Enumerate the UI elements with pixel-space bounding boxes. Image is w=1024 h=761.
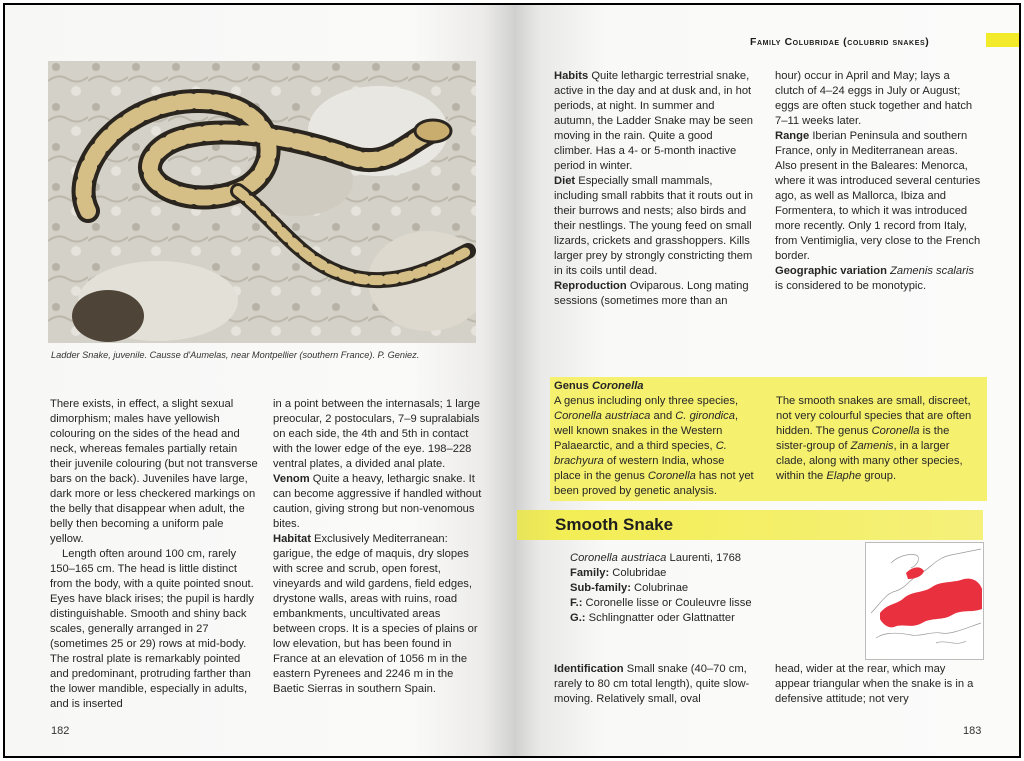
genus-column-1 <box>554 379 754 499</box>
right-column-1 <box>554 69 754 309</box>
species-names-block <box>570 551 752 626</box>
left-column-2 <box>273 397 483 697</box>
geo-text: is considered to be monotypic. <box>775 280 927 292</box>
german-label: G.: <box>570 612 586 624</box>
venom-paragraph <box>273 472 483 532</box>
german-name: Schlingnatter oder Glattnatter <box>588 612 735 624</box>
identification-text: Small snake (40–70 cm, rarely to 80 cm total length), quite slow-moving. Relatively small, oval <box>554 663 750 705</box>
habits-label: Habits <box>554 70 589 82</box>
distribution-map <box>865 542 984 660</box>
habits-text: Quite lethargic terrestrial snake, active in the day and at dusk and, in hot periods, at night. In summer and autumn, the Ladder Snake may be seen moving in the rain. Quite a good climber. Has a 4- or 5-month inactive period in winter. <box>554 70 754 172</box>
length-paragraph: Length often around 100 cm, rarely 150–165 cm. The head is little distinct from the body, with a quite pointed snout. Eyes have black irises; the pupil is hardly distinguishable. Smooth and shiny back scales, generally arranged in 27 (sometimes 25 or 29) rows at mid-body. The rostral plate is remarkably pointed and predominant, protruding farther than the lower mandible, especially in adults, and is inserted <box>50 548 254 710</box>
genus-species-2: C. girondica <box>675 410 735 422</box>
family-label: Family: <box>570 567 610 579</box>
german-name-line <box>570 611 752 626</box>
genus-r-genus-3: Elaphe <box>826 470 862 482</box>
identification-column-1 <box>554 662 759 707</box>
french-name: Coronelle lisse or Couleuvre lisse <box>585 597 752 609</box>
identification-label: Identification <box>554 663 624 675</box>
diet-label: Diet <box>554 175 576 187</box>
left-column-1 <box>50 397 258 712</box>
clutch-paragraph: hour) occur in April and May; lays a clutch of 4–24 eggs in July or August; eggs are often stuck together and hatch 7–11 weeks later. <box>775 70 973 127</box>
reproduction-text: Oviparous. Long mating sessions (sometimes more than an <box>554 280 749 307</box>
genus-text-3: of western India, whose place in the genus <box>554 455 725 482</box>
range-paragraph <box>775 129 981 264</box>
scientific-name-line <box>570 551 752 566</box>
genus-and: and <box>653 410 673 422</box>
header-accent-bar <box>986 33 1021 47</box>
genus-text-4: has not yet been proved by genetic analysis. <box>554 470 754 497</box>
smooth-snakes-paragraph <box>776 394 982 484</box>
range-text: Iberian Peninsula and southern France, only in Mediterranean areas. Also present in the Baleares: Menorca, where it was introduced several centuries ago, as well as Mallorca, Ibiza and Formentera, to which it was introduced more recently. Only 1 record from Italy, from Ventimiglia, very close to the French border. <box>775 130 981 262</box>
book-spread <box>3 3 1021 758</box>
subfamily-line <box>570 581 752 596</box>
genus-text-2: , well known snakes in the Western Palaearctic, and a third species, <box>554 410 739 452</box>
scientific-name: Coronella austriaca <box>570 552 667 564</box>
genus-paragraph <box>554 394 754 499</box>
left-page-number: 182 <box>51 725 70 737</box>
genus-name: Coronella <box>591 380 644 392</box>
reproduction-paragraph <box>554 279 754 309</box>
genus-text-1: A genus including only three species, <box>554 395 739 407</box>
ladder-snake-photo <box>48 61 476 343</box>
subfamily-value: Colubrinae <box>634 582 689 594</box>
geo-label: Geographic variation <box>775 265 887 277</box>
species-title: Smooth Snake <box>555 515 674 534</box>
photo-caption: Ladder Snake, juvenile. Causse d'Aumelas, near Montpellier (southern France). P. Geniez. <box>51 350 420 360</box>
subfamily-label: Sub-family: <box>570 582 631 594</box>
dimorphism-paragraph: There exists, in effect, a slight sexual dimorphism; males have yellowish colouring on the sides of the head and neck, whereas females partially retain their juvenile colouring (but not transverse bars on the back). Juveniles have large, dark more or less checkered markings on the belly that disappear when adult, the belly then becoming a uniform pale yellow. <box>50 398 258 545</box>
habitat-label: Habitat <box>273 533 311 545</box>
right-column-2 <box>775 69 981 294</box>
genus-r-text-3: , in a larger clade, along with many other species, within the <box>776 440 963 482</box>
diet-text: Especially small mammals, including small rabbits that it routs out in their burrows and nests; also birds and their nestlings. The young feed on small lizards, crickets and grasshoppers. Kills larger prey by strongly constricting them in its coils until dead. <box>554 175 753 277</box>
right-page-number: 183 <box>963 725 982 737</box>
habitat-paragraph <box>273 532 483 697</box>
reproduction-label: Reproduction <box>554 280 627 292</box>
french-name-line <box>570 596 752 611</box>
identification-column-2 <box>775 662 981 707</box>
genus-r-text-1: The smooth snakes are small, discreet, not very colourful species that are often hidden. The genus <box>776 395 972 437</box>
running-header: Family Colubridae (colubrid snakes) <box>750 37 930 48</box>
habits-paragraph <box>554 69 754 174</box>
genus-r-text-4: group. <box>864 470 897 482</box>
venom-text: Quite a heavy, lethargic snake. It can become aggressive if handled without caution, giving strong but non-venomous bites. <box>273 473 482 530</box>
left-page <box>5 5 514 756</box>
genus-r-text-2: is the sister-group of <box>776 425 950 452</box>
genus-species-1: Coronella austriaca <box>554 410 651 422</box>
family-value: Colubridae <box>612 567 667 579</box>
authority: Laurenti, 1768 <box>669 552 742 564</box>
habitat-text: Exclusively Mediterranean: garigue, the edge of maquis, dry slopes with scree and scrub, open forest, vineyards and wild gardens, field edges, drystone walls, areas with ruins, road embankments, uncultivated areas between crops. It is a species of plains or low elevation, but has been found in France at an elevation of 1056 m in the eastern Pyrenees and 2246 m in the Baetic Sierras in southern Spain. <box>273 533 478 695</box>
geo-species: Zamenis scalaris <box>890 265 974 277</box>
genus-heading <box>554 379 754 394</box>
geographic-variation-paragraph <box>775 264 981 294</box>
genus-species-4: Coronella <box>647 470 696 482</box>
identification-paragraph-cont: head, wider at the rear, which may appear triangular when the snake is in a defensive attitude; not very <box>775 663 974 705</box>
identification-paragraph <box>554 662 759 707</box>
scales-paragraph: in a point between the internasals; 1 large preocular, 2 postoculars, 7–9 supralabials on each side, the 4th and 5th in contact with the lower edge of the eye. 198–228 ventral plates, a divided anal plate. <box>273 398 481 470</box>
genus-r-genus-2: Zamenis <box>850 440 894 452</box>
genus-column-2 <box>776 394 982 484</box>
family-line <box>570 566 752 581</box>
french-label: F.: <box>570 597 583 609</box>
genus-r-genus-1: Coronella <box>871 425 920 437</box>
genus-label: Genus <box>554 380 589 392</box>
range-label: Range <box>775 130 810 142</box>
genus-species-3: C. brachyura <box>554 440 727 467</box>
diet-paragraph <box>554 174 754 279</box>
venom-label: Venom <box>273 473 310 485</box>
